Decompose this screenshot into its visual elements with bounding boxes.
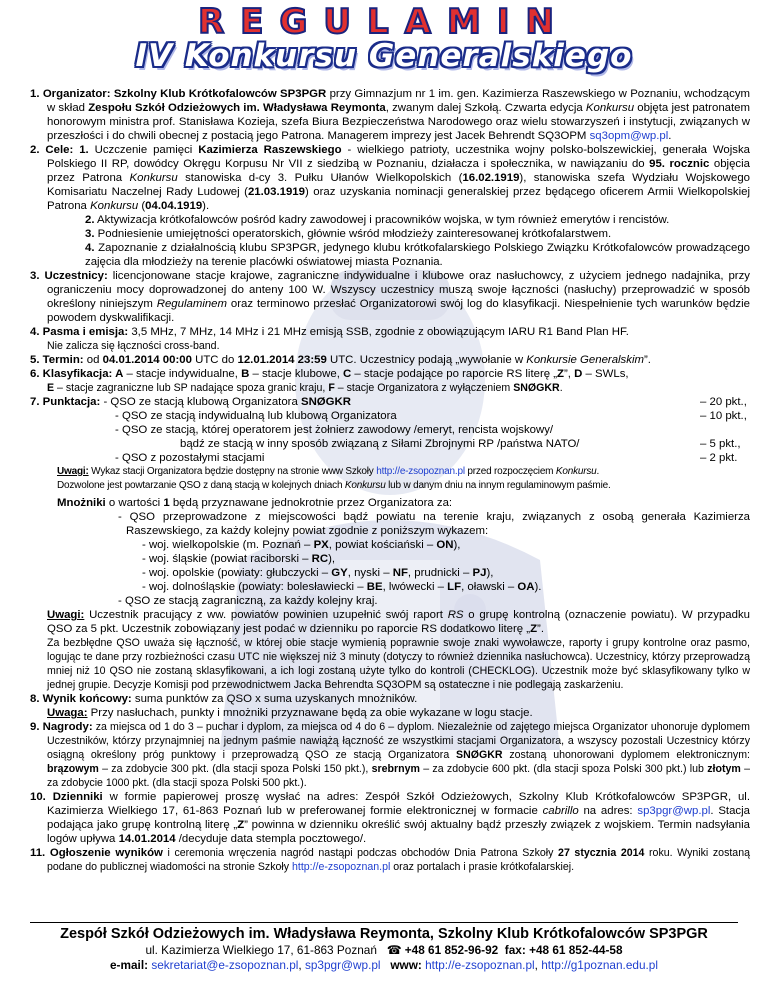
footer-divider (30, 922, 738, 923)
regulations-body (30, 87, 750, 874)
footer-fax: +48 61 852-44-58 (529, 943, 623, 957)
text-bold: 1 (163, 497, 170, 509)
footer-phone: +48 61 852-96-92 (404, 943, 499, 957)
text: - woj. wielkopolskie (m. Poznań – (142, 539, 314, 551)
county-code: LF (447, 581, 462, 593)
points-value: – 2 pkt. (700, 452, 738, 464)
points-value: – 5 pkt., (700, 438, 741, 450)
section-heading: Klasyfikacja: (42, 368, 113, 380)
section-number: 10. (30, 791, 46, 803)
multiplier-foreign: - QSO ze stacją zagraniczną, za każdy kolejny kraj. (118, 595, 378, 607)
text-italic: Regulaminem (156, 298, 228, 310)
scoring-remarks (30, 465, 750, 479)
text: przy Gimnazjum nr 1 im. gen. Kazimierza Raszewskiego w Poznaniu, wchodzącym w skład (47, 88, 751, 114)
text: , lwówecki – (382, 581, 448, 593)
text: ”. (643, 354, 651, 366)
section-number: 7. (30, 396, 40, 408)
section-goals (30, 143, 750, 213)
text: Wykaz stacji Organizatora będzie dostępny na stronie www Szkoły (88, 466, 377, 477)
text-bold: SNØGKR (456, 749, 503, 761)
text: ), (453, 539, 461, 551)
section-number: 1. (30, 88, 40, 100)
section-organizer (30, 87, 750, 143)
section-date (30, 353, 750, 367)
section-number: 8. (30, 693, 40, 705)
text-bold: Z (530, 623, 538, 635)
goal-2 (30, 213, 750, 227)
county-slaskie (30, 552, 750, 566)
text: Uczestnik pracujący z ww. powiatów powinien uzupełnić swój raport (84, 609, 448, 621)
classification-line-2 (30, 381, 750, 395)
text: . (596, 466, 600, 477)
section-awards (30, 720, 750, 790)
text: od (83, 354, 103, 366)
points-value: – 10 pkt., (700, 410, 747, 422)
text-bold: złotym (707, 763, 741, 775)
text: . (668, 130, 672, 142)
text: – za zdobycie 1000 pkt. (dla stacji spoza Polski 500 pkt.). (47, 763, 750, 789)
text-bold: Z (237, 819, 245, 831)
goal-number: 4. (85, 242, 95, 254)
county-opolskie (30, 566, 750, 580)
date-bold: 04.04.1919 (145, 200, 203, 212)
section-heading: Uczestnicy: (44, 270, 108, 282)
text-bold: Kazimierza Raszewskiego (198, 144, 342, 156)
text: . Stacja podająca jako grupę kontrolną literę „ (47, 805, 750, 831)
text: o wartości (105, 497, 164, 509)
text: – za zdobycie 300 pkt. (dla stacji spoza Polski 150 pkt.), (98, 763, 372, 775)
text: ” powinna w dzienniku określić swój aktualny bądź przeszły związek z wojskiem. Termin nadsyłania logów upływa (47, 819, 751, 845)
text: objęta jest patronatem honorowym ministra prof. Stanisława Kozieja, szefa Biura Bezpieczeństwa Narodowego oraz wielu stowarzyszeń i instytucji, związanych w przeszłości i do chwili obecnej z postacią jego Patrona. Managerem imprezy jest Jacek Behrendt SQ3OPM (47, 102, 750, 142)
section-heading: Wynik końcowy: (42, 693, 132, 705)
text: 3,5 MHz, 7 MHz, 14 MHz i 21 MHz emisją SSB, zgodnie z obowiązującym IARU R1 Band Plan HF. (128, 326, 629, 338)
text: – za zdobycie 600 pkt. (dla stacji spoza Polski 300 pkt.) lub (419, 763, 708, 775)
manager-email-link[interactable]: sq3opm@wp.pl (589, 130, 669, 142)
section-heading: Punktacja: (42, 396, 101, 408)
section-number: 6. (30, 368, 40, 380)
results-website-link[interactable]: http://e-zsopoznan.pl (291, 861, 391, 873)
scoring-row-1 (30, 395, 750, 409)
footer-email-secretariat-link[interactable]: sekretariat@e-zsopoznan.pl (151, 958, 299, 972)
date-bold: 12.01.2014 23:59 (237, 354, 327, 366)
text: – stacje zagraniczne lub SP nadające spoza granic kraju, (54, 382, 329, 394)
remark-label: Uwaga: (47, 707, 88, 719)
footer-email-label: e-mail: (110, 958, 149, 972)
text: - woj. dolnośląskie (powiaty: bolesławiecki – (142, 581, 367, 593)
section-number: 11. (30, 847, 46, 859)
date-bold: 14.01.2014 (118, 833, 176, 845)
text: UTC do (191, 354, 238, 366)
footer-address: ul. Kazimierza Wielkiego 17, 61-863 Poznań (145, 943, 377, 957)
footer-online-line: e-mail: sekretariat@e-zsopoznan.pl, sp3pgr@wp.pl www: http://e-zsopoznan.pl, http://g1poznan.edu.pl (110, 958, 658, 972)
section-participants (30, 269, 750, 325)
section-heading: Termin: (42, 354, 84, 366)
footer-www-school-link[interactable]: http://e-zsopoznan.pl (425, 958, 535, 972)
text: ), stanowiska szefa Wydziału Wojskowego Komisariatu Naczelnej Rady Ludowej ( (47, 172, 751, 198)
section-final-score (30, 692, 750, 706)
text: i ceremonia wręczenia nagród nastąpi podczas obchodów Dnia Patrona Szkoły (162, 847, 559, 859)
text: - wielkiego patrioty, uczestnika wojny polsko-bolszewickiej, generała Wojska Polskiego II RP, dowódcy Okręgu Korpusu Nr VII z siedzibą w Poznaniu, działacza i społecznika, w nawiązaniu do (47, 144, 750, 170)
scoring-row-3 (30, 423, 750, 437)
multiplier-counties: - QSO przeprowadzone z miejscowości bądź powiatu na terenie kraju, związanych z osobą generała Kazimierza Raszewskiego, za każdy kolejny powiat zgodnie z poniższym wykazem: (118, 511, 750, 537)
goal-4 (30, 241, 750, 269)
county-code: BE (366, 581, 383, 593)
text: oraz portalach i prasie krótkofalarskiej. (390, 861, 575, 873)
county-code: RC (311, 553, 329, 565)
county-code: OA (517, 581, 535, 593)
text-bold: brązowym (47, 763, 99, 775)
text: – SWLs, (582, 368, 629, 380)
points-value: – 20 pkt., (700, 396, 747, 408)
class-letter: E (47, 382, 55, 394)
county-code: PJ (472, 567, 487, 579)
footer-www-label: www: (390, 958, 422, 972)
text: za miejsca od 1 do 3 – puchar i dyplom, za miejsca od 4 do 6 – dyplom. Niezależnie od zajętego miejsca Organizator uhonoruje dyplomem Uczestników, którzy przynajmniej na jednym paśmie nawiążą łączność ze wszystkimi stacjami Organizatora, a wszyscy pozostali Uczestnicy którzy osiągną określony próg punktowy i przeprowadzą QSO ze stacją Organizatora (47, 721, 750, 761)
section-bands (30, 325, 750, 339)
text: Uczczenie pamięci (88, 144, 199, 156)
text: ) oraz uzyskania nominacji generalskiej przez będącego oficerem Armii Wielkopolskiej Patrona (47, 186, 750, 212)
text: ”. (537, 623, 545, 635)
text-bold: Z (557, 368, 565, 380)
text: , zwanym dalej Szkołą. Czwarta edycja (385, 102, 586, 114)
county-code: PX (313, 539, 329, 551)
text: – stacje podające po raporcie RS literę „ (351, 368, 558, 380)
class-letter: B (241, 368, 250, 380)
text: licencjonowane stacje krajowe, zagraniczne indywidualne i klubowe oraz nasłuchowcy, z użyciem jednego nadajnika, przy ograniczeniu mocy doprowadzonej do anteny 100 W. Wszyscy uczestnicy muszą swoje łączności (nasłuchy) przeprowadzić w sposób określony niniejszym (47, 270, 750, 310)
final-score-remark (30, 706, 750, 720)
text: ). (534, 581, 542, 593)
county-code: GY (331, 567, 348, 579)
text: . (559, 382, 563, 394)
footer-email-club-link[interactable]: sp3pgr@wp.pl (304, 958, 381, 972)
text-italic: Konkursu (555, 466, 597, 477)
goal-number: 3. (85, 228, 95, 240)
text: - woj. śląskie (powiat raciborski – (142, 553, 312, 565)
text-italic: Konkursu (344, 480, 386, 491)
text: – stacje Organizatora z wyłączeniem (334, 382, 514, 394)
text-italic: cabrillo (542, 805, 579, 817)
text-bold: srebrnym (371, 763, 420, 775)
text: na adres: (578, 805, 638, 817)
text-italic: Konkursu (585, 102, 635, 114)
text: Zapoznanie z działalnością klubu SP3PGR, jedynego klubu krótkofalarskiego Polskiego Związku Krótkofalowców prowadzącego zajęcia dla młodzieży na terenie placówki oświatowej miasta Poznania. (85, 242, 750, 268)
goal-3 (30, 227, 750, 241)
text: , nyski – (347, 567, 393, 579)
footer-contact-line (30, 943, 738, 958)
text: lub w danym dniu na innym regulaminowym paśmie. (385, 480, 611, 491)
text: Dozwolone jest powtarzanie QSO z daną stacją w kolejnych dniach (57, 480, 345, 491)
text: ). (202, 200, 210, 212)
text-italic: RS (447, 609, 464, 621)
text: Aktywizacja krótkofalowców pośród kadry zawodowej i pracowników wojska, w tym również emerytów i rencistów. (94, 214, 670, 226)
section-number: 2. (30, 144, 40, 156)
page-title: REGULAMIN (198, 2, 570, 42)
section-heading: Pasma i emisja: (42, 326, 129, 338)
footer-www-gimnazjum-link[interactable]: http://g1poznan.edu.pl (541, 958, 658, 972)
county-code: ON (436, 539, 454, 551)
text: oraz terminowo przesłać Organizatorowi swój log do klasyfikacji. Niespełnienie tych warunków będzie powodem dyskwalifikacji. (47, 298, 750, 324)
section-heading: Dzienniki (52, 791, 103, 803)
class-letter: D (574, 368, 583, 380)
text: - woj. opolskie (powiaty: głubczycki – (142, 567, 332, 579)
class-letter: A (112, 368, 124, 380)
date-bold: 27 stycznia 2014 (558, 847, 645, 859)
text: /decyduje data stempla pocztowego/. (175, 833, 367, 845)
text: - QSO ze stacją klubową Organizatora (100, 396, 301, 408)
text-bold: Zespołu Szkół Odzieżowych im. Władysława Reymonta (88, 102, 386, 114)
remark-label: Uwagi: (57, 466, 89, 477)
county-code: NF (392, 567, 408, 579)
text: – stacje klubowe, (249, 368, 344, 380)
text: Podniesienie umiejętności operatorskich, głównie wśród młodzieży zainteresowanej krótkofalarstwem. (94, 228, 612, 240)
text: będą przyznawane jednokrotnie przez Organizatora za: (169, 497, 453, 509)
text: ( (138, 200, 146, 212)
text: ”, (564, 368, 575, 380)
text-bold: 95. rocznic (649, 158, 710, 170)
footer-fax-label: fax: (504, 943, 526, 957)
text-italic: Konkursu (129, 172, 178, 184)
repeat-qso-note (30, 479, 750, 493)
text-bold: SNØGKR (513, 382, 560, 394)
section-classification (30, 367, 750, 381)
text: o grupę kontrolną (oznaczenie powiatu). W przypadku QSO za 5 pkt. Uczestnik zobowiązany jest podać w dzienniku po raporcie RS dodatkowo literę „ (47, 609, 750, 635)
county-wielkopolskie (30, 538, 750, 552)
section-heading: Cele: (45, 144, 74, 156)
text: ), (486, 567, 494, 579)
text: objęcia przez Patrona (47, 158, 750, 184)
date-bold: 04.01.2014 00:00 (102, 354, 192, 366)
section-logs (30, 790, 750, 846)
text: suma punktów za QSO x suma uzyskanych mnożników. (131, 693, 418, 705)
text: , powiat kościański – (328, 539, 437, 551)
text: UTC. Uczestnicy podają „wywołanie w (326, 354, 527, 366)
text-italic: Konkursie Generalskim (526, 354, 644, 366)
county-remarks (30, 608, 750, 636)
text: - QSO ze stacją indywidualną lub klubową Organizatora (115, 410, 397, 422)
text-italic: Konkursu (90, 200, 139, 212)
text: przed rozpoczęciem (464, 466, 556, 477)
text-bold: SNØGKR (300, 396, 351, 408)
page-header (0, 0, 768, 80)
text: bądź ze stacją w inny sposób związaną z Siłami Zbrojnymi RP /państwa NATO/ (180, 438, 580, 450)
section-heading: Organizator: Szkolny Klub Krótkofalowców SP3PGR (42, 88, 327, 100)
valid-qso-rules: Za bezbłędne QSO uważa się łączność, w której obie stacje wymienią poprawnie swoje znaki wywoławcze, raporty i grupy kontrolne oraz pasmo, logując te dane przy rozbieżności czasu UTC nie większej niż 3 minuty (dotyczy to również dziennika nasłuchowca). Uczestnicy, którzy przeprowadzą mniej niż 10 QSO nie zostaną sklasyfikowani, a ich logi zostaną użyte tylko do kontroli (CHECKLOG). Uczestnik może być sklasyfikowany tylko w jednej grupie. Decyzje Komisji pod przewodnictwem Jacka Behrendta SQ3OPM są ostateczne i nie podlegają zaskarżeniu. (47, 637, 750, 691)
text: w formie papierowej proszę wysłać na adres: Zespół Szkół Odzieżowych, Szkolny Klub Krótkofalowców SP3PGR, ul. Kazimierza Wielkiego 17, 61-863 Poznań lub w preferowanej formie elektronicznej w formacie (47, 791, 750, 817)
date-bold: 16.02.1919 (462, 172, 520, 184)
remark-label: Uwagi: (47, 609, 85, 621)
logs-email-link[interactable]: sp3pgr@wp.pl (637, 805, 711, 817)
text: roku. Wyniki zostaną podane do publicznej wiadomości na stronie Szkoły (47, 847, 750, 873)
section-number: 5. (30, 354, 40, 366)
page-subtitle: IV Konkursu Generalskiego (135, 38, 633, 74)
section-number: 4. (30, 326, 40, 338)
goal-number: 1. (79, 144, 89, 156)
text: – stacje indywidualne, (123, 368, 242, 380)
phone-icon: ☎ (386, 943, 402, 957)
text: Przy nasłuchach, punkty i mnożniki przyznawane będą za obie wykazane w logu stacje. (87, 707, 533, 719)
class-letter: F (328, 382, 335, 394)
section-number: 9. (30, 721, 40, 733)
text: ), (328, 553, 336, 565)
text: , oławski – (461, 581, 518, 593)
class-letter: C (343, 368, 352, 380)
county-dolnoslaskie (30, 580, 750, 594)
scoring-row-5 (30, 451, 750, 465)
school-website-link[interactable]: http://e-zsopoznan.pl (376, 466, 465, 477)
date-bold: 21.03.1919 (247, 186, 305, 198)
text: zostaną uhonorowani dyplomem elektronicznym: (502, 749, 750, 761)
scoring-row-2 (30, 409, 750, 423)
text: - QSO ze stacją, której operatorem jest żołnierz zawodowy /emeryt, rencista wojskowy/ (115, 424, 554, 436)
section-heading: Ogłoszenie wyników (49, 847, 163, 859)
text: - QSO z pozostałymi stacjami (115, 452, 265, 464)
text: stanowiska d-cy 3. Pułku Ułanów Wielkopolskich ( (177, 172, 463, 184)
section-number: 3. (30, 270, 40, 282)
scoring-row-4 (30, 437, 750, 451)
cross-band-note: Nie zalicza się łączności cross-band. (47, 340, 220, 352)
text: , prudnicki – (407, 567, 473, 579)
section-results (30, 846, 750, 874)
text-bold: Mnożniki (57, 497, 106, 509)
section-heading: Nagrody: (42, 721, 93, 733)
footer (30, 922, 738, 973)
multipliers-intro (30, 496, 750, 510)
goal-number: 2. (85, 214, 95, 226)
footer-school-name: Zespół Szkół Odzieżowych im. Władysława Reymonta, Szkolny Klub Krótkofalowców SP3PGR (60, 926, 708, 942)
